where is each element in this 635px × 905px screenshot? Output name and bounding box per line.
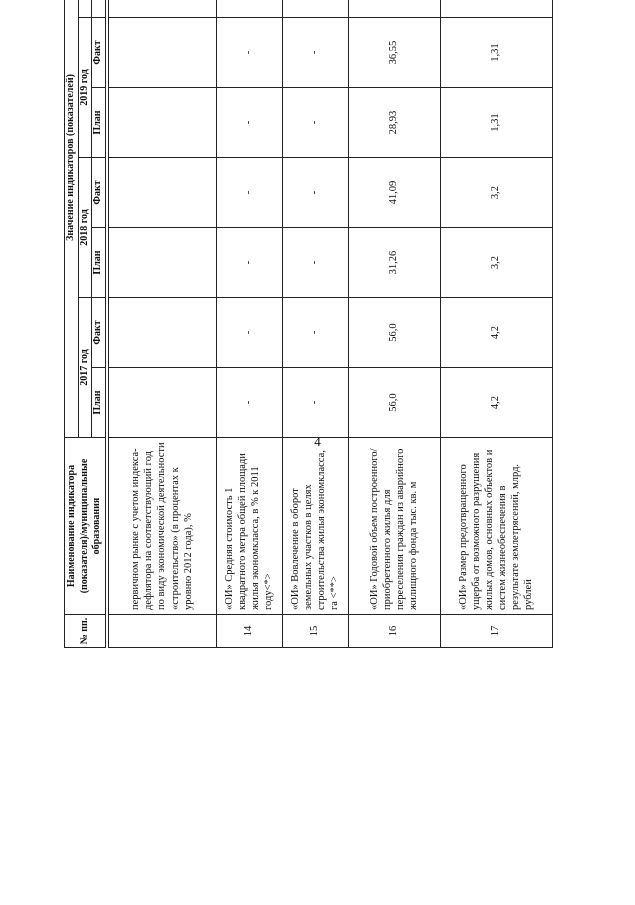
value-2017-fact: 56,0 [348, 298, 440, 368]
indicator-name: «ОИ» Средняя стоимость 1 квадратного метра общей площади жилья экономкласса, в % к 2011 году<*> [216, 438, 282, 615]
value-2019-plan [108, 88, 216, 158]
rotated-table-container [64, 40, 570, 648]
value-2017-fact: 4,2 [440, 298, 552, 368]
value-2017-fact [108, 298, 216, 368]
header-year-2020 [78, 0, 92, 18]
page-number: 4 [314, 434, 321, 449]
value-2019-fact: 1,31 [440, 18, 552, 88]
header-fact: Факт [92, 158, 106, 228]
value-2018-plan: - [282, 228, 348, 298]
row-number: 14 [216, 615, 282, 648]
value-2020-plan [282, 0, 348, 18]
row-number [108, 615, 216, 648]
value-2018-fact: 3,2 [440, 158, 552, 228]
header-plan: План [92, 88, 106, 158]
header-values-group: Значение индикаторов (показателей) [65, 0, 79, 438]
value-2019-plan: - [282, 88, 348, 158]
value-2018-plan: 31,26 [348, 228, 440, 298]
value-2020-plan [216, 0, 282, 18]
value-2018-plan: 3,2 [440, 228, 552, 298]
value-2017-plan: - [282, 368, 348, 438]
table-row [348, 0, 440, 648]
value-2019-fact: - [282, 18, 348, 88]
value-2020-plan [440, 0, 552, 18]
value-2018-fact: - [282, 158, 348, 228]
header-indicator-name: Наименование индикатора (показателя)/муниципальные образования [65, 438, 106, 615]
indicator-name: «ОИ» Размер предотвращенного ущерба от возможного разрушения жилых домов, основных объектов и систем жизнеобеспечения в результате землетрясений, млрд. рублей [440, 438, 552, 615]
row-number: 15 [282, 615, 348, 648]
value-2020-plan [108, 0, 216, 18]
value-2019-fact [108, 18, 216, 88]
value-2017-fact: - [282, 298, 348, 368]
row-number: 17 [440, 615, 552, 648]
indicator-name: «ОИ» Вовлечение в оборот земельных участков в целях строительства жилья экономкласса, га <**> [282, 438, 348, 615]
value-2018-plan [108, 228, 216, 298]
value-2017-plan: 56,0 [348, 368, 440, 438]
value-2017-plan: - [216, 368, 282, 438]
header-fact: Факт [92, 298, 106, 368]
indicator-name: первичном рынке с учетом индекса-дефлятора на соответствующий год по виду экономической деятельности «строительство» (в процентах к уровню 2012 года), % [108, 438, 216, 615]
indicator-name: «ОИ» Годовой объем построенного/приобретенного жилья для переселения граждан из аварийного жилищного фонда тыс. кв. м [348, 438, 440, 615]
value-2017-plan [108, 368, 216, 438]
value-2018-fact: 41,09 [348, 158, 440, 228]
header-fact: Факт [92, 18, 106, 88]
value-2019-plan: 28,93 [348, 88, 440, 158]
indicators-table [64, 0, 553, 648]
value-2018-fact [108, 158, 216, 228]
header-plan: План [92, 368, 106, 438]
value-2020-plan [348, 0, 440, 18]
value-2019-plan: - [216, 88, 282, 158]
value-2018-fact: - [216, 158, 282, 228]
table-header [65, 0, 106, 648]
value-2018-plan: - [216, 228, 282, 298]
header-plan [92, 0, 106, 18]
table-row [108, 0, 216, 648]
header-year-2018: 2018 год [78, 158, 92, 298]
value-2019-fact: 36,55 [348, 18, 440, 88]
header-plan: План [92, 228, 106, 298]
value-2017-plan: 4,2 [440, 368, 552, 438]
value-2019-fact: - [216, 18, 282, 88]
table-row [216, 0, 282, 648]
table-row [440, 0, 552, 648]
header-year-2019: 2019 год [78, 18, 92, 158]
value-2019-plan: 1,31 [440, 88, 552, 158]
table-row [282, 0, 348, 648]
header-year-2017: 2017 год [78, 298, 92, 438]
row-number: 16 [348, 615, 440, 648]
header-number: № пп. [65, 615, 106, 648]
value-2017-fact: - [216, 298, 282, 368]
